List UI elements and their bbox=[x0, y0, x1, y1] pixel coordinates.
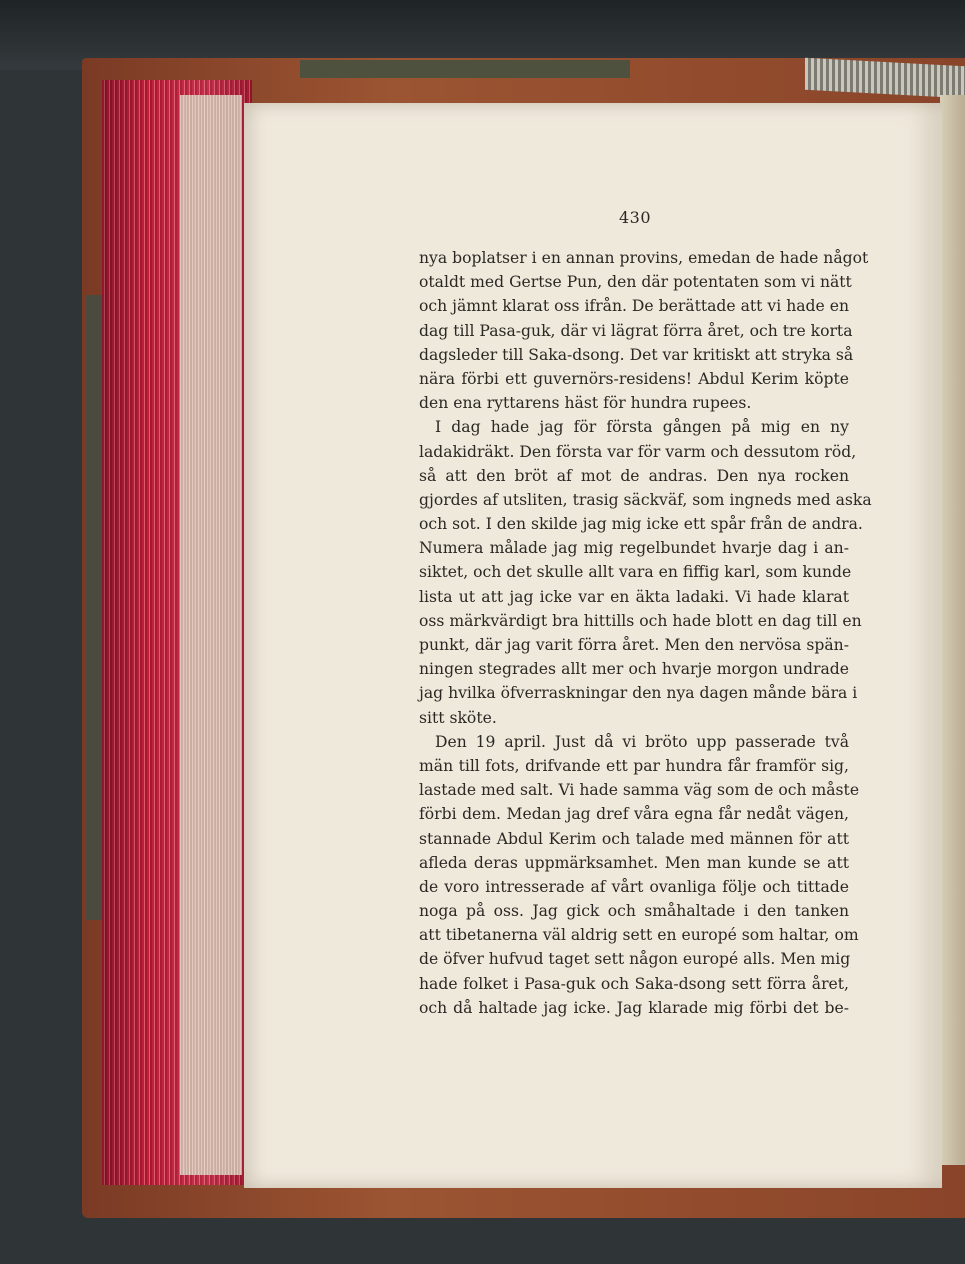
body-text bbox=[419, 246, 872, 1020]
text-line: afleda deras uppmärksamhet. Men man kunde se att bbox=[419, 853, 849, 872]
text-line: stannade Abdul Kerim och talade med männen för att bbox=[419, 829, 849, 848]
text-line: siktet, och det skulle allt vara en fiffig karl, som kunde bbox=[419, 563, 852, 582]
text-line: Numera målade jag mig regelbundet hvarje dag i an- bbox=[419, 539, 849, 558]
text-line: Den 19 april. Just då vi bröto upp passerade två bbox=[435, 732, 849, 751]
text-line: och då haltade jag icke. Jag klarade mig förbi det be- bbox=[419, 998, 849, 1017]
text-line: I dag hade jag för första gången på mig en ny bbox=[435, 418, 849, 437]
text-line: så att den bröt af mot de andras. Den nya rocken bbox=[419, 466, 849, 485]
text-line: de öfver hufvud taget sett någon europé alls. Men mig bbox=[419, 950, 851, 969]
text-line: och jämnt klarat oss ifrån. De berättade att vi hade en bbox=[419, 297, 849, 316]
text-line: otaldt med Gertse Pun, den där potentaten som vi nätt bbox=[419, 273, 852, 292]
text-line: jag hvilka öfverraskningar den nya dagen månde bära i bbox=[419, 684, 858, 703]
text-line: lastade med salt. Vi hade samma väg som de och måste bbox=[419, 781, 860, 800]
text-line: hade folket i Pasa-guk och Saka-dsong sett förra året, bbox=[419, 974, 849, 993]
text-line: nära förbi ett guvernörs-residens! Abdul Kerim köpte bbox=[419, 369, 849, 388]
text-line: nya boplatser i en annan provins, emedan de hade något bbox=[419, 249, 869, 267]
text-line: sitt sköte. bbox=[419, 708, 497, 727]
cover-cloth-strip bbox=[86, 295, 102, 920]
spine-band bbox=[300, 60, 630, 78]
text-line: noga på oss. Jag gick och småhaltade i den tanken bbox=[419, 902, 849, 921]
text-line: dagsleder till Saka-dsong. Det var kritiskt att stryka så bbox=[419, 345, 854, 364]
text-line: de voro intresserade af vårt ovanliga följe och tittade bbox=[419, 877, 849, 896]
gutter-edge bbox=[940, 95, 965, 1165]
text-line: män till fots, drifvande ett par hundra får framför sig, bbox=[419, 756, 849, 775]
inner-page-edges bbox=[180, 95, 242, 1175]
text-line: ningen stegrades allt mer och hvarje morgon undrade bbox=[419, 660, 849, 679]
text-line: ladakidräkt. Den första var för varm och dessutom röd, bbox=[419, 442, 857, 461]
text-line: oss märkvärdigt bra hittills och hade blott en dag till en bbox=[419, 611, 862, 630]
text-line: lista ut att jag icke var en äkta ladaki. Vi hade klarat bbox=[419, 587, 849, 606]
text-line: den ena ryttarens häst för hundra rupees. bbox=[419, 394, 752, 413]
text-line: att tibetanerna väl aldrig sett en europé som haltar, om bbox=[419, 926, 859, 945]
text-line: punkt, där jag varit förra året. Men den nervösa spän- bbox=[419, 636, 849, 654]
page-number: 430 bbox=[618, 208, 652, 227]
text-line: gjordes af utsliten, trasig säckväf, som ingneds med aska bbox=[419, 490, 872, 509]
text-line: förbi dem. Medan jag dref våra egna får nedåt vägen, bbox=[419, 805, 849, 824]
text-line: och sot. I den skilde jag mig icke ett spår från de andra. bbox=[419, 515, 863, 534]
text-line: dag till Pasa-guk, där vi lägrat förra året, och tre korta bbox=[419, 321, 853, 340]
